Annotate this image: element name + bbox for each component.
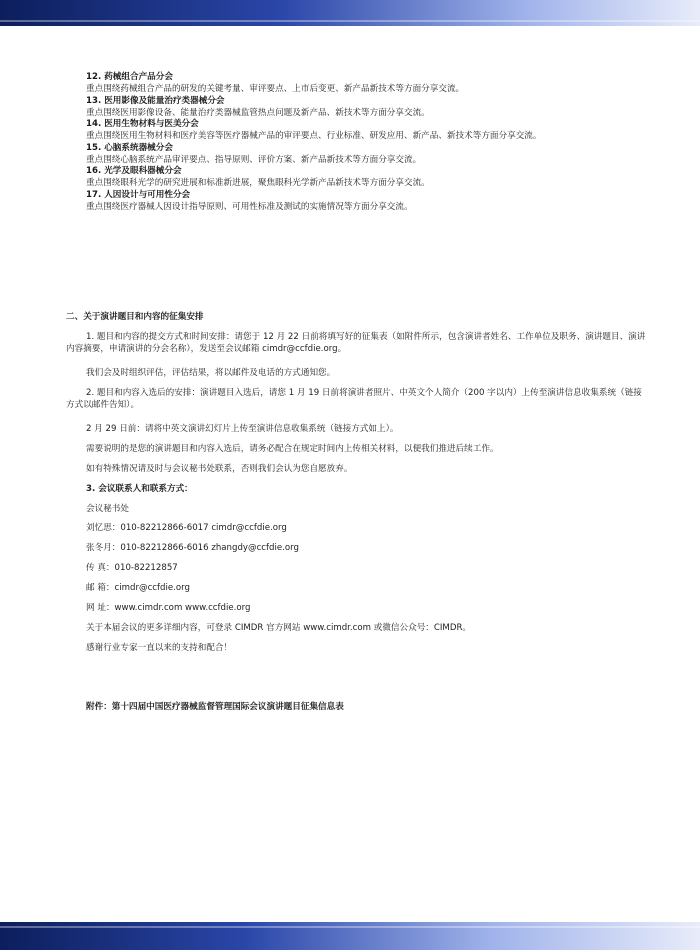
contact-person-2: 张冬月：010-82212866-6016 zhangdy@ccfdie.org [86,543,300,553]
note-paragraph: 需要说明的是您的演讲题目和内容入选后，请务必配合在规定时间内上传相关材料，以便我们推进后续工作。 [86,444,499,454]
committee-title: 17. 人因设计与可用性分会 [86,189,191,200]
slides-deadline-paragraph: 2 月 29 日前：请将中英文演讲幻灯片上传至演讲信息收集系统（链接方式如上）。 [86,424,399,434]
footer-band [0,922,700,950]
committee-item [86,142,646,166]
fax-line: 传 真：010-82212857 [86,563,178,573]
committee-item [86,71,646,95]
committee-item [86,165,646,189]
submission-paragraph: 1. 题目和内容的提交方式和时间安排：请您于 12 月 22 日前将填写好的征集表（如附件所示，包含演讲者姓名、工作单位及职务、演讲题目、演讲内容摘要，申请演讲的分会名称），发送至会议邮箱 cimdr@ccfdie.org。 [66,332,646,354]
contact-heading: 3. 会议联系人和联系方式： [86,484,193,494]
committee-desc: 重点围绕医疗器械人因设计指导原则、可用性标准及测试的实施情况等方面分享交流。 [86,201,413,212]
committee-item [86,189,646,213]
committee-title: 14. 医用生物材料与医美分会 [86,119,199,129]
committee-desc: 重点围绕心脑系统产品审评要点、指导原则、评价方案、新产品新技术等方面分享交流。 [86,154,422,165]
committee-title: 15. 心脑系统器械分会 [86,142,173,153]
header-band [0,0,700,26]
committee-list [86,71,646,212]
evaluation-paragraph: 我们会及时组织评估，评估结果，将以邮件及电话的方式通知您。 [86,368,336,378]
committee-title: 13. 医用影像及能量治疗类器械分会 [86,95,225,106]
committee-item [86,118,646,142]
email-line: 邮 箱：cimdr@ccfdie.org [86,583,191,593]
committee-desc: 重点围绕医用影像设备、能量治疗类器械监管热点问题及新产品、新技术等方面分享交流。 [86,107,430,118]
special-case-paragraph: 如有特殊情况请及时与会议秘书处联系，否则我们会认为您自愿放弃。 [86,464,353,474]
committee-title: 12. 药械组合产品分会 [86,72,173,82]
committee-desc: 重点围绕药械组合产品的研发的关键考量、审评要点、上市后变更、新产品新技术等方面分享交流。 [86,84,465,94]
selection-paragraph: 2. 题目和内容入选后的安排：演讲题目入选后，请您 1 月 19 日前将演讲者照片、中英文个人简介（200 字以内）上传至演讲信息收集系统（链接方式以邮件告知）。 [66,388,642,410]
thanks-line: 感谢行业专家一直以来的支持和配合！ [86,643,233,653]
website-line: 网 址：www.cimdr.com www.ccfdie.org [86,603,251,613]
more-info-line: 关于本届会议的更多详细内容，可登录 CIMDR 官方网站 www.cimdr.com 或微信公众号：CIMDR。 [86,623,472,633]
contact-person-1: 刘忆思：010-82212866-6017 cimdr@ccfdie.org [86,523,287,533]
section-2-heading: 二、关于演讲题目和内容的征集安排 [66,312,204,322]
secretariat-label: 会议秘书处 [86,504,129,514]
committee-desc: 重点围绕医用生物材料和医疗美容等医疗器械产品的审评要点、行业标准、研发应用、新产品、新技术等方面分享交流。 [86,131,542,141]
attachment-note: 附件：第十四届中国医疗器械监督管理国际会议演讲题目征集信息表 [86,702,344,712]
committee-title: 16. 光学及眼科器械分会 [86,166,182,176]
committee-desc: 重点围绕眼科光学的研究进展和标准新进展，聚焦眼科光学新产品新技术等方面分享交流。 [86,178,430,188]
committee-item [86,95,646,119]
